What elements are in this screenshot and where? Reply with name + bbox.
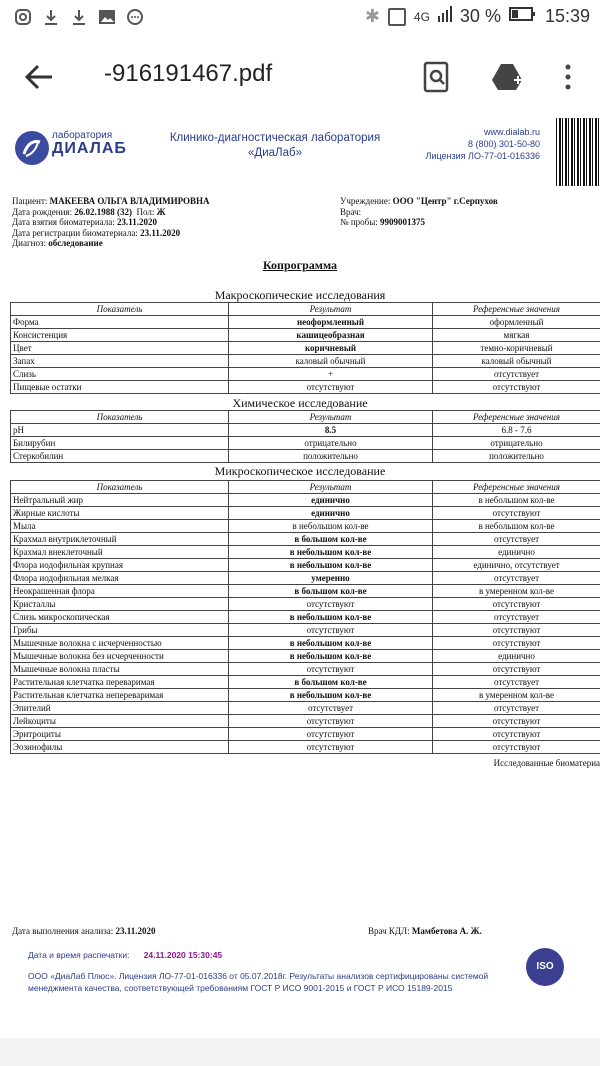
reference-cell: отсутствует: [433, 676, 600, 689]
table-row: [11, 728, 600, 741]
reference-cell: отсутствует: [433, 702, 600, 715]
result-cell: 8.5: [229, 424, 433, 437]
table-header: [11, 481, 600, 494]
more-vert-icon[interactable]: [552, 60, 586, 94]
reference-cell: отсутствуют: [433, 507, 600, 520]
result-cell: коричневый: [229, 342, 433, 355]
table-row: [11, 624, 600, 637]
table-row: [11, 342, 600, 355]
indicator-cell: Жирные кислоты: [11, 507, 229, 520]
column-header: Результат: [229, 303, 433, 316]
reference-cell: оформленный: [433, 316, 600, 329]
drive-add-icon[interactable]: [490, 60, 524, 94]
table-row: [11, 381, 600, 394]
iso-badge: ISO: [526, 948, 564, 986]
reference-cell: 6.8 - 7.6: [433, 424, 600, 437]
image-icon: [98, 8, 116, 26]
table-row: [11, 329, 600, 342]
result-cell: отсутствует: [229, 702, 433, 715]
result-cell: в большом кол-ве: [229, 533, 433, 546]
signal-icon: [438, 6, 452, 27]
indicator-cell: Мышечные волокна без исчерченности: [11, 650, 229, 663]
table-header: [11, 303, 600, 316]
reference-cell: темно-коричневый: [433, 342, 600, 355]
column-header: Результат: [229, 411, 433, 424]
indicator-cell: Слизь микроскопическая: [11, 611, 229, 624]
instagram-icon: [14, 8, 32, 26]
license-text: ООО «ДиаЛаб Плюс». Лицензия ЛО-77-01-016336 от 05.07.2018г. Результаты анализов сертифицированы системой менеджмента качества, соответствующей требованиям ГОСТ Р ИСО 9001-2015 и ГОСТ Р ИСО 15189-2015: [28, 971, 489, 993]
result-cell: отсутствуют: [229, 741, 433, 754]
indicator-cell: Грибы: [11, 624, 229, 637]
indicator-cell: Мышечные волокна пласты: [11, 663, 229, 676]
lab-header: [160, 131, 390, 161]
result-cell: в небольшом кол-ве: [229, 559, 433, 572]
reference-cell: единично: [433, 650, 600, 663]
back-arrow-icon[interactable]: [22, 62, 56, 92]
mute-icon: [388, 8, 406, 26]
indicator-cell: Эритроциты: [11, 728, 229, 741]
pdf-page: лаборатория ДИАЛАБ Клинико-диагностическая лаборатория «ДиаЛаб» www.dialab.ru 8 (800) 301-50-80 Лицензия ЛО-77-01-016336 Пациент: МАКЕЕВА ОЛЬГА ВЛАДИМИРОВНА Дата рождения: 26.02.1988 (32) Пол: Ж Дата взятия биоматериала: 23.11.2020 Дата регистрации биоматериала: 23.11.2020 Диагноз: обследование Учреждение: ООО "Центр" г.Серпухов Врач: № пробы: 9909001375 Копрограмма Макроскопические исследования Показатель Результат Референсные значения Форма неоформленный оформленный Консистенция кашицеобразная мягкая Цвет коричневый темно-коричневый Запах каловый обычный каловый обычный Слизь + отсутствует Пищевые остатки отсутствуют отсутствуют Химическое исследование Показатель Результат Референсные значения pH 8.5 6.8 - 7.6 Билирубин отрицательно отрицательно Стеркобилин положительно положительно Микроскопическое исследование Показатель Результат Референсные значения Нейтральный жир единично в небольшом кол-ве Жирные кислоты единично отсутствуют Мыла в небольшом кол-ве в небольшом кол-ве Крахмал внутриклеточный в большом кол-ве отсутствует Крахмал внеклеточный в небольшом кол-ве единично Флора иодофильная крупная в небольшом кол-ве единично, отсутствует Флора иодофильная мелкая умеренно отсутствует Неокрашенная флора в большом кол-ве в умеренном кол-ве Кристаллы отсутствуют отсутствуют Слизь микроскопическая в небольшом кол-ве отсутствует Грибы отсутствуют отсутствуют Мышечные волокна с исчерченностью в небольшом кол-ве отсутствуют Мышечные волокна без исчерченности в небольшом кол-ве единично Мышечные волокна пласты отсутствуют отсутствуют Растительная клетчатка переваримая в большом кол-ве отсутствует Растительная клетчатка непереваримая в небольшом кол-ве в умеренном кол-ве Эпителий отсутствует отсутствует Лейкоциты отсутствуют отсутствуют Эритроциты отсутствуют отсутствуют Эозинофилы отсутствуют отсутствуют Исследованные биоматериа Дата выполнения анализа: 23.11.2020 Врач КДЛ: Мамбетова А. Ж. Дата и время распечатки: 24.11.2020 15:30:45 ООО «ДиаЛаб Плюс». Лицензия ЛО-77-01-016336 от 05.07.2018г. Результаты анализов сертифицированы системой менеджмента качества, соответствующей требованиям ГОСТ Р ИСО 9001-2015 и ГОСТ Р ИСО 15189-2015 ISO: [0, 118, 600, 1038]
table-row: [11, 355, 600, 368]
result-cell: отсутствуют: [229, 728, 433, 741]
column-header: Показатель: [11, 411, 229, 424]
indicator-cell: Мыла: [11, 520, 229, 533]
result-cell: каловый обычный: [229, 355, 433, 368]
table-row: [11, 676, 600, 689]
table-row: [11, 316, 600, 329]
indicator-cell: Крахмал внеклеточный: [11, 546, 229, 559]
reference-cell: положительно: [433, 450, 600, 463]
result-cell: в большом кол-ве: [229, 676, 433, 689]
indicator-cell: Эозинофилы: [11, 741, 229, 754]
license: Лицензия ЛО-77-01-016336: [425, 151, 540, 161]
reference-cell: отсутствуют: [433, 637, 600, 650]
table-row: [11, 585, 600, 598]
result-cell: умеренно: [229, 572, 433, 585]
reference-cell: единично, отсутствует: [433, 559, 600, 572]
result-cell: в небольшом кол-ве: [229, 689, 433, 702]
table-row: [11, 650, 600, 663]
doctor: Врач КДЛ: Мамбетова А. Ж.: [368, 926, 482, 936]
indicator-cell: Лейкоциты: [11, 715, 229, 728]
indicator-cell: Пищевые остатки: [11, 381, 229, 394]
table-row: [11, 437, 600, 450]
table-row: [11, 702, 600, 715]
reference-cell: в небольшом кол-ве: [433, 520, 600, 533]
result-cell: единично: [229, 494, 433, 507]
reference-cell: в умеренном кол-ве: [433, 689, 600, 702]
table-row: [11, 598, 600, 611]
section-macro: Макроскопические исследования: [214, 288, 386, 302]
macro-table: [10, 302, 600, 394]
indicator-cell: Кристаллы: [11, 598, 229, 611]
indicator-cell: Флора иодофильная мелкая: [11, 572, 229, 585]
reference-cell: отсутствуют: [433, 741, 600, 754]
report-title: Копрограмма: [262, 258, 338, 272]
indicator-cell: Цвет: [11, 342, 229, 355]
result-cell: отсутствуют: [229, 381, 433, 394]
indicator-cell: Консистенция: [11, 329, 229, 342]
indicator-cell: Крахмал внутриклеточный: [11, 533, 229, 546]
result-cell: кашицеобразная: [229, 329, 433, 342]
bottom-bar: [0, 1038, 600, 1066]
result-cell: в небольшом кол-ве: [229, 637, 433, 650]
chem-table: [10, 410, 600, 463]
table-row: [11, 741, 600, 754]
lab-contacts: [426, 126, 540, 162]
reference-cell: отсутствуют: [433, 381, 600, 394]
column-header: Референсные значения: [433, 303, 600, 316]
network-type: 4G: [413, 9, 430, 24]
logo-small-text: лаборатория: [52, 130, 113, 141]
section-chem: Химическое исследование: [232, 396, 368, 410]
website-link[interactable]: www.dialab.ru: [483, 127, 540, 137]
table-row: [11, 520, 600, 533]
reference-cell: отсутствуют: [433, 624, 600, 637]
table-row: [11, 368, 600, 381]
reference-cell: каловый обычный: [433, 355, 600, 368]
battery-text: 30 %: [459, 6, 501, 26]
indicator-cell: Эпителий: [11, 702, 229, 715]
table-row: [11, 572, 600, 585]
column-header: Референсные значения: [433, 481, 600, 494]
indicator-cell: Растительная клетчатка переваримая: [11, 676, 229, 689]
reference-cell: отрицательно: [433, 437, 600, 450]
reference-cell: мягкая: [433, 329, 600, 342]
result-cell: отсутствуют: [229, 715, 433, 728]
indicator-cell: Неокрашенная флора: [11, 585, 229, 598]
table-row: [11, 689, 600, 702]
download-icon: [42, 8, 60, 26]
reference-cell: отсутствуют: [433, 598, 600, 611]
table-row: [11, 450, 600, 463]
print-date: Дата и время распечатки: 24.11.2020 15:30:45: [28, 950, 223, 960]
indicator-cell: Флора иодофильная крупная: [11, 559, 229, 572]
patient-name: МАКЕЕВА ОЛЬГА ВЛАДИМИРОВНА: [49, 196, 210, 206]
analysis-date: Дата выполнения анализа: 23.11.2020: [12, 926, 156, 936]
section-micro: Микроскопическое исследование: [214, 464, 386, 478]
result-cell: в небольшом кол-ве: [229, 546, 433, 559]
status-bar: [0, 0, 600, 36]
indicator-cell: Нейтральный жир: [11, 494, 229, 507]
result-cell: отсутствуют: [229, 624, 433, 637]
app-bar: [0, 36, 600, 118]
table-row: [11, 546, 600, 559]
result-cell: отсутствуют: [229, 663, 433, 676]
result-cell: в небольшом кол-ве: [229, 520, 433, 533]
reference-cell: отсутствуют: [433, 715, 600, 728]
logo-big-text: ДИАЛАБ: [52, 140, 127, 157]
reference-cell: отсутствуют: [433, 663, 600, 676]
column-header: Результат: [229, 481, 433, 494]
indicator-cell: pH: [11, 424, 229, 437]
table-row: [11, 715, 600, 728]
barcode: [556, 118, 600, 186]
indicator-cell: Форма: [11, 316, 229, 329]
reference-cell: единично: [433, 546, 600, 559]
phone: 8 (800) 301-50-80: [467, 139, 540, 149]
more-circle-icon: [126, 8, 144, 26]
indicator-cell: Стеркобилин: [11, 450, 229, 463]
result-cell: отсутствуют: [229, 598, 433, 611]
result-cell: неоформленный: [229, 316, 433, 329]
result-cell: в небольшом кол-ве: [229, 611, 433, 624]
column-header: Референсные значения: [433, 411, 600, 424]
reference-cell: в небольшом кол-ве: [433, 494, 600, 507]
document-title: -916191467.pdf: [104, 60, 273, 87]
result-cell: +: [229, 368, 433, 381]
reference-cell: отсутствует: [433, 611, 600, 624]
indicator-cell: Растительная клетчатка непереваримая: [11, 689, 229, 702]
table-row: [11, 424, 600, 437]
search-document-icon[interactable]: [420, 60, 454, 94]
indicator-cell: Запах: [11, 355, 229, 368]
download-icon: [70, 8, 88, 26]
table-row: [11, 559, 600, 572]
table-row: [11, 533, 600, 546]
result-cell: положительно: [229, 450, 433, 463]
result-cell: в небольшом кол-ве: [229, 650, 433, 663]
table-row: [11, 507, 600, 520]
reference-cell: отсутствуют: [433, 728, 600, 741]
lab-name: Клинико-диагностическая лаборатория: [169, 132, 381, 144]
reference-cell: в умеренном кол-ве: [433, 585, 600, 598]
clock: 15:39: [544, 6, 590, 26]
biomaterial-note: Исследованные биоматериа: [493, 758, 600, 768]
lab-brand: «ДиаЛаб»: [248, 147, 302, 159]
result-cell: единично: [229, 507, 433, 520]
table-row: [11, 637, 600, 650]
column-header: Показатель: [11, 303, 229, 316]
table-row: [11, 663, 600, 676]
table-header: [11, 411, 600, 424]
column-header: Показатель: [11, 481, 229, 494]
result-cell: в большом кол-ве: [229, 585, 433, 598]
table-row: [11, 494, 600, 507]
reference-cell: отсутствует: [433, 533, 600, 546]
indicator-cell: Слизь: [11, 368, 229, 381]
micro-table: [10, 480, 600, 754]
reference-cell: отсутствует: [433, 368, 600, 381]
table-row: [11, 611, 600, 624]
result-cell: отрицательно: [229, 437, 433, 450]
bluetooth-icon: ✱: [364, 6, 380, 26]
indicator-cell: Мышечные волокна с исчерченностью: [11, 637, 229, 650]
indicator-cell: Билирубин: [11, 437, 229, 450]
battery-icon: [509, 6, 537, 27]
reference-cell: отсутствует: [433, 572, 600, 585]
